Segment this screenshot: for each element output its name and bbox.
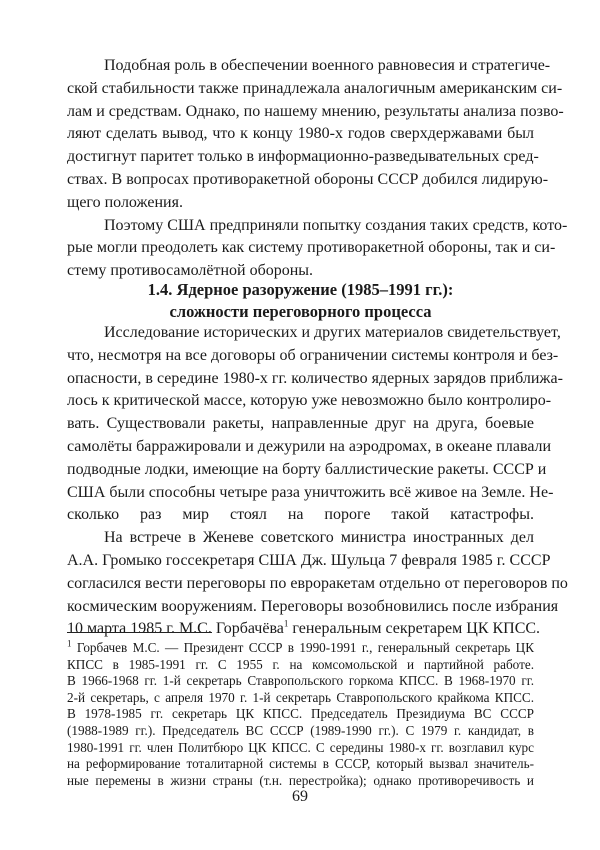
text-line: подводные лодки, имеющие на борту баллистические ракеты. СССР и — [67, 460, 547, 478]
text-line: рые могли преодолеть как систему противоракетной обороны, так и си- — [67, 239, 556, 257]
text-line: Поэтому США предприняли попытку создания таких средств, кото- — [104, 216, 568, 234]
footnote — [67, 640, 534, 789]
heading-line-2: сложности переговорного процесса — [169, 302, 432, 321]
footnote-separator — [67, 632, 212, 633]
text-line: 1980-1991 гг. член Политбюро ЦК КПСС. С середины 1980-х гг. возглавил курс — [67, 739, 534, 755]
text-line: ской стабильности также принадлежала аналогичным американским си- — [67, 79, 563, 97]
text-line: самолёты барражировали и дежурили на аэродромах, в океане плавали — [67, 437, 552, 455]
text-line: ные перемены в жизни страны (т.н. перестройка); однако противоречивость и — [67, 772, 534, 788]
text-line: А.А. Громыко госсекретаря США Дж. Шульца 7 февраля 1985 г. СССР — [67, 551, 551, 569]
intro-text — [67, 55, 568, 283]
text-line: (1988-1989 гг.). Председатель ВС СССР (1989-1990 гг.). С 1979 г. кандидат, в — [67, 722, 534, 738]
page-number: 69 — [292, 788, 308, 805]
text-line: США были способны четыре раза уничтожить всё живое на Земле. Не- — [67, 483, 554, 501]
footnote-mark: 1 — [67, 638, 72, 649]
text-line: лам и средствам. Однако, по нашему мнению, результаты анализа позво- — [67, 102, 564, 120]
text-line: 2-й секретарь, с апреля 1970 г. 1-й секретарь Ставропольского крайкома КПСС. — [67, 689, 534, 705]
text-line: Исследование исторических и других материалов свидетельствует, — [104, 324, 561, 341]
text: 10 марта 1985 г. М.С. Горбачёва — [67, 620, 284, 638]
section-body — [67, 322, 568, 641]
text-line: ляют сделать вывод, что к концу 1980-х годов сверхдержавами был — [67, 125, 534, 143]
text-line: космическим вооружениям. Переговоры возобновились после избрания — [67, 597, 559, 615]
heading-line-1: 1.4. Ядерное разоружение (1985–1991 гг.): — [147, 280, 454, 299]
footnote-ref[interactable]: 1 — [283, 619, 289, 630]
text-line: щего положения. — [67, 193, 183, 211]
text-line — [67, 640, 534, 657]
text-line: что, несмотря на все договоры об ограничении системы контроля и без- — [67, 346, 559, 364]
text-line: стему противосамолётной обороны. — [67, 262, 314, 280]
text-line: достигнут паритет только в информационно-разведывательных сред- — [67, 148, 539, 166]
text-line: опасности, в середине 1980-х гг. количество ядерных зарядов приближа- — [67, 369, 563, 387]
text: Горбачев М.С. — Президент СССР в 1990-1991 г., генеральный секретарь ЦК — [71, 640, 534, 655]
text-line: В 1966-1968 гг. 1-й секретарь Ставропольского горкома КПСС. В 1968-1970 гг. — [67, 673, 534, 689]
text: генеральным секретарем ЦК КПСС. — [288, 620, 541, 638]
text-line: на реформирование тоталитарной системы в СССР, который вызвал значитель- — [67, 756, 534, 772]
text-line: лось к критической массе, которую уже невозможно было контролиро- — [67, 392, 552, 410]
text-line: согласился вести переговоры по евроракетам отдельно от переговоров по — [67, 574, 568, 592]
text-line: В 1978-1985 гг. секретарь ЦК КПСС. Председатель Президиума ВС СССР — [67, 706, 534, 722]
text-line: ствах. В вопросах противоракетной обороны СССР добился лидирую- — [67, 170, 549, 188]
section-heading — [67, 279, 534, 323]
text-line: сколько раз мир стоял на пороге такой катастрофы. — [67, 506, 534, 524]
text-line: КПСС в 1985-1991 гг. С 1955 г. на комсомольской и партийной работе. — [67, 656, 534, 672]
text-line: вать. Существовали ракеты, направленные друг на друга, боевые — [67, 415, 534, 433]
text-line — [67, 618, 541, 641]
text-line: Подобная роль в обеспечении военного равновесия и стратегиче- — [104, 57, 551, 74]
text-line: На встрече в Женеве советского министра иностранных дел — [104, 529, 534, 547]
